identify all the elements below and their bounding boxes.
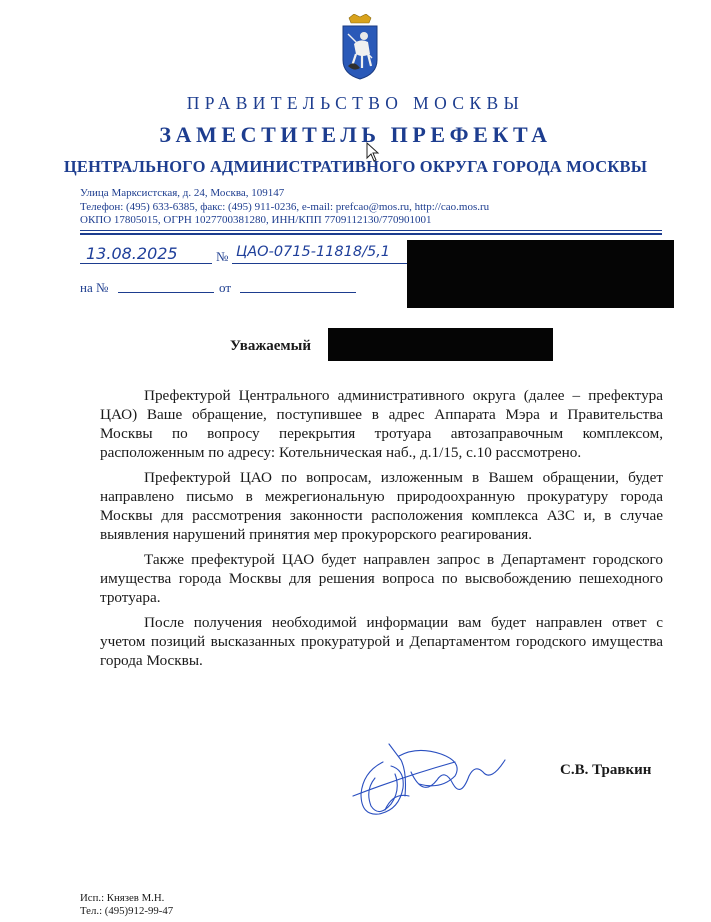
reference-date-label: от <box>219 280 232 295</box>
paragraph: После получения необходимой информации вам будет направлен ответ с учетом позиций высказанных прокуратурой и Департаментом городского имущества города Москвы. <box>100 614 663 669</box>
registry-codes-line: ОКПО 17805015, ОГРН 1027700381280, ИНН/КПП 7709112130/770901001 <box>80 214 432 227</box>
number-label: № <box>216 249 229 264</box>
letterhead-rule-top <box>80 230 662 231</box>
paragraph: Префектурой ЦАО по вопросам, изложенным в Вашем обращении, будет направлено письмо в межрегиональную природоохранную прокуратуру города Москвы для рассмотрения законности расположения комплекса АЗС и, в случае выявления нарушений принятия мер прокурорского реагирования. <box>100 469 663 543</box>
paragraph: Также префектурой ЦАО будет направлен запрос в Департамент городского имущества города Москвы для решения вопроса по высвобождению пешеходного тротуара. <box>100 551 663 606</box>
salutation: Уважаемый <box>230 338 311 354</box>
registration-date: 13.08.2025 <box>86 244 178 263</box>
reference-number-blank <box>118 292 214 293</box>
executor-name: Исп.: Князев М.Н. <box>80 892 165 904</box>
address-line: Улица Марксистская, д. 24, Москва, 109147 <box>80 187 285 199</box>
contacts-line: Телефон: (495) 633-6385, факс: (495) 911-0236, e-mail: prefcao@mos.ru, http://cao.mos.ru <box>80 200 490 213</box>
executor-phone: Тел.: (495)912-99-47 <box>80 905 174 918</box>
reference-date-blank <box>240 292 356 293</box>
redacted-recipient-name <box>328 328 553 361</box>
reference-number-label: на № <box>80 280 109 295</box>
executor-info <box>80 892 173 918</box>
government-heading: ПРАВИТЕЛЬСТВО МОСКВЫ <box>186 93 525 113</box>
moscow-coat-of-arms-icon <box>340 14 380 80</box>
registration-number: ЦАО-0715-11818/5,1 <box>236 244 391 260</box>
redacted-recipient-address <box>407 240 674 308</box>
mouse-pointer-icon <box>366 142 380 162</box>
address-block <box>80 187 489 228</box>
handwritten-signature <box>345 732 515 832</box>
paragraph: Префектурой Центрального административного округа (далее – префектура ЦАО) Ваше обращение, поступившее в адрес Аппарата Мэра и Правительства Москвы по вопросу перекрытия тротуара автозаправочным комплексом, расположенным по адресу: Котельническая наб., д.1/15, с.10 рассмотрено. <box>100 387 663 461</box>
letterhead-rule-bottom <box>80 233 662 235</box>
letter-body <box>100 386 663 676</box>
signatory-name: С.В. Травкин <box>560 762 652 778</box>
district-heading: ЦЕНТРАЛЬНОГО АДМИНИСТРАТИВНОГО ОКРУГА ГОРОДА МОСКВЫ <box>63 157 648 176</box>
deputy-prefect-title: ЗАМЕСТИТЕЛЬ ПРЕФЕКТА <box>159 122 552 147</box>
